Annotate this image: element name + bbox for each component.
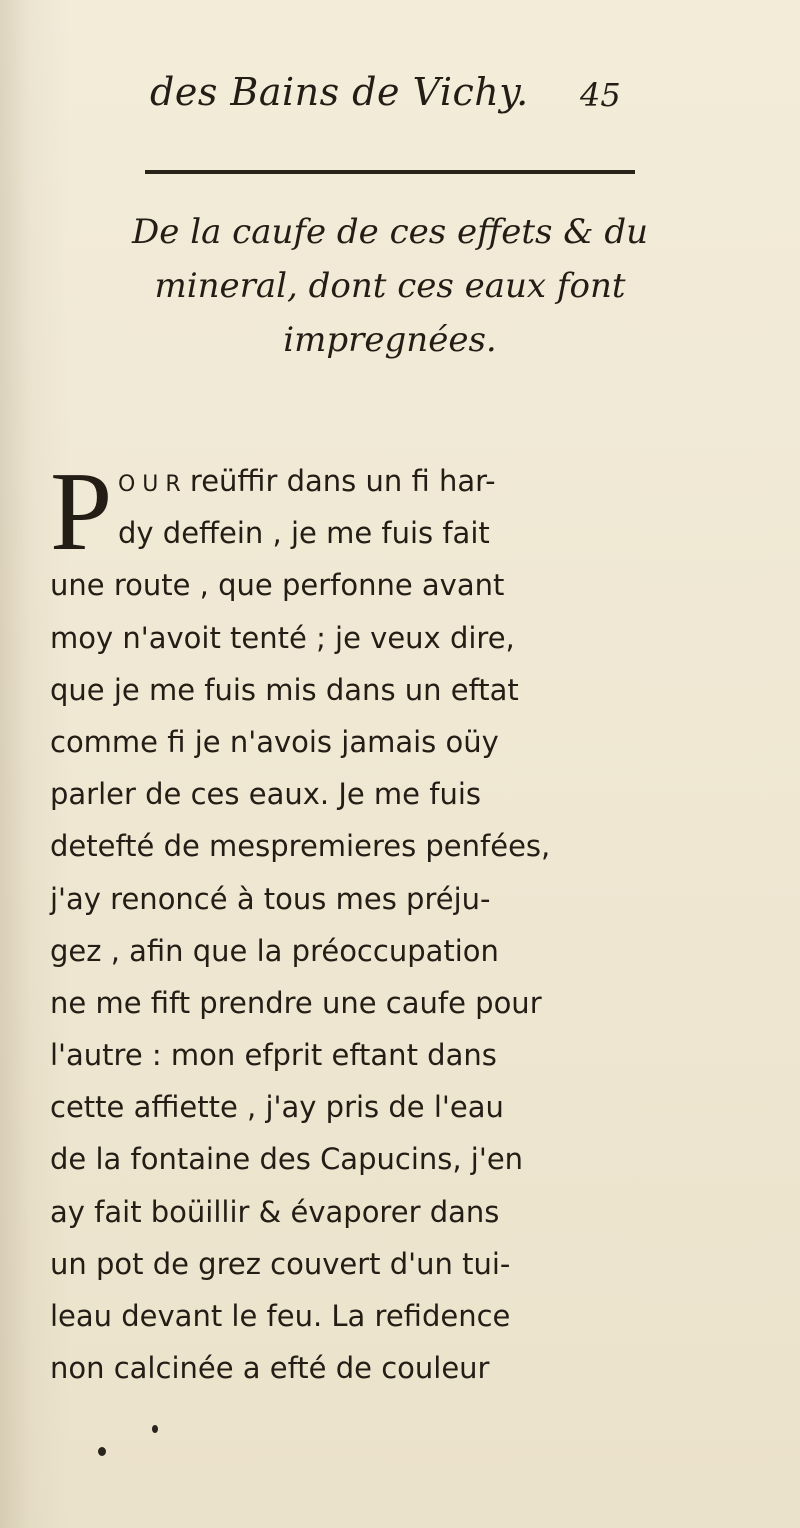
- heading-line: impregnées.: [283, 320, 497, 360]
- text-line: comme fi je n'avois jamais oüy: [50, 724, 499, 759]
- page-number: 45: [580, 76, 621, 114]
- section-heading: [100, 205, 680, 367]
- ink-speck: [98, 1447, 106, 1456]
- ink-specks: [90, 1425, 170, 1465]
- text-line: j'ay renoncé à tous mes préju-: [50, 881, 491, 916]
- text-line: que je me fuis mis dans un eftat: [50, 672, 519, 707]
- heading-line: De la caufe de ces effets & du: [132, 212, 648, 252]
- text-line: dy deffein , je me fuis fait: [118, 516, 490, 551]
- body-text: [50, 450, 650, 1394]
- text-line: leau devant le feu. La refidence: [50, 1299, 511, 1333]
- ink-speck: [152, 1425, 158, 1433]
- text-line: l'autre : mon efprit eftant dans: [50, 1038, 497, 1073]
- text-line: moy n'avoit tenté ; je veux dire,: [50, 620, 515, 655]
- header-rule: [145, 170, 635, 174]
- text-line: de la fontaine des Capucins, j'en: [50, 1142, 524, 1177]
- text-line: gez , afin que la préoccupation: [50, 933, 499, 968]
- text-line: non calcinée a efté de couleur: [50, 1351, 490, 1386]
- first-line-rest: reüffir dans un fi har-: [189, 464, 496, 498]
- text-line: un pot de grez couvert d'un tui-: [50, 1246, 511, 1281]
- text-line: cette affiette , j'ay pris de l'eau: [50, 1090, 504, 1125]
- text-line: ay fait boüillir & évaporer dans: [50, 1194, 500, 1229]
- text-line: une route , que perfonne avant: [50, 568, 505, 603]
- text-line: ne me fift prendre une caufe pour: [50, 985, 542, 1020]
- first-word-smallcaps: O U R: [118, 472, 181, 497]
- text-line: parler de ces eaux. Je me fuis: [50, 777, 481, 812]
- text-line: [50, 455, 650, 507]
- drop-capital: P: [50, 450, 113, 574]
- running-head-title: des Bains de Vichy.: [150, 70, 529, 114]
- running-head: [150, 70, 670, 130]
- heading-line: mineral, dont ces eaux font: [154, 266, 626, 306]
- text-line: detefté de mespremieres penfées,: [50, 829, 551, 864]
